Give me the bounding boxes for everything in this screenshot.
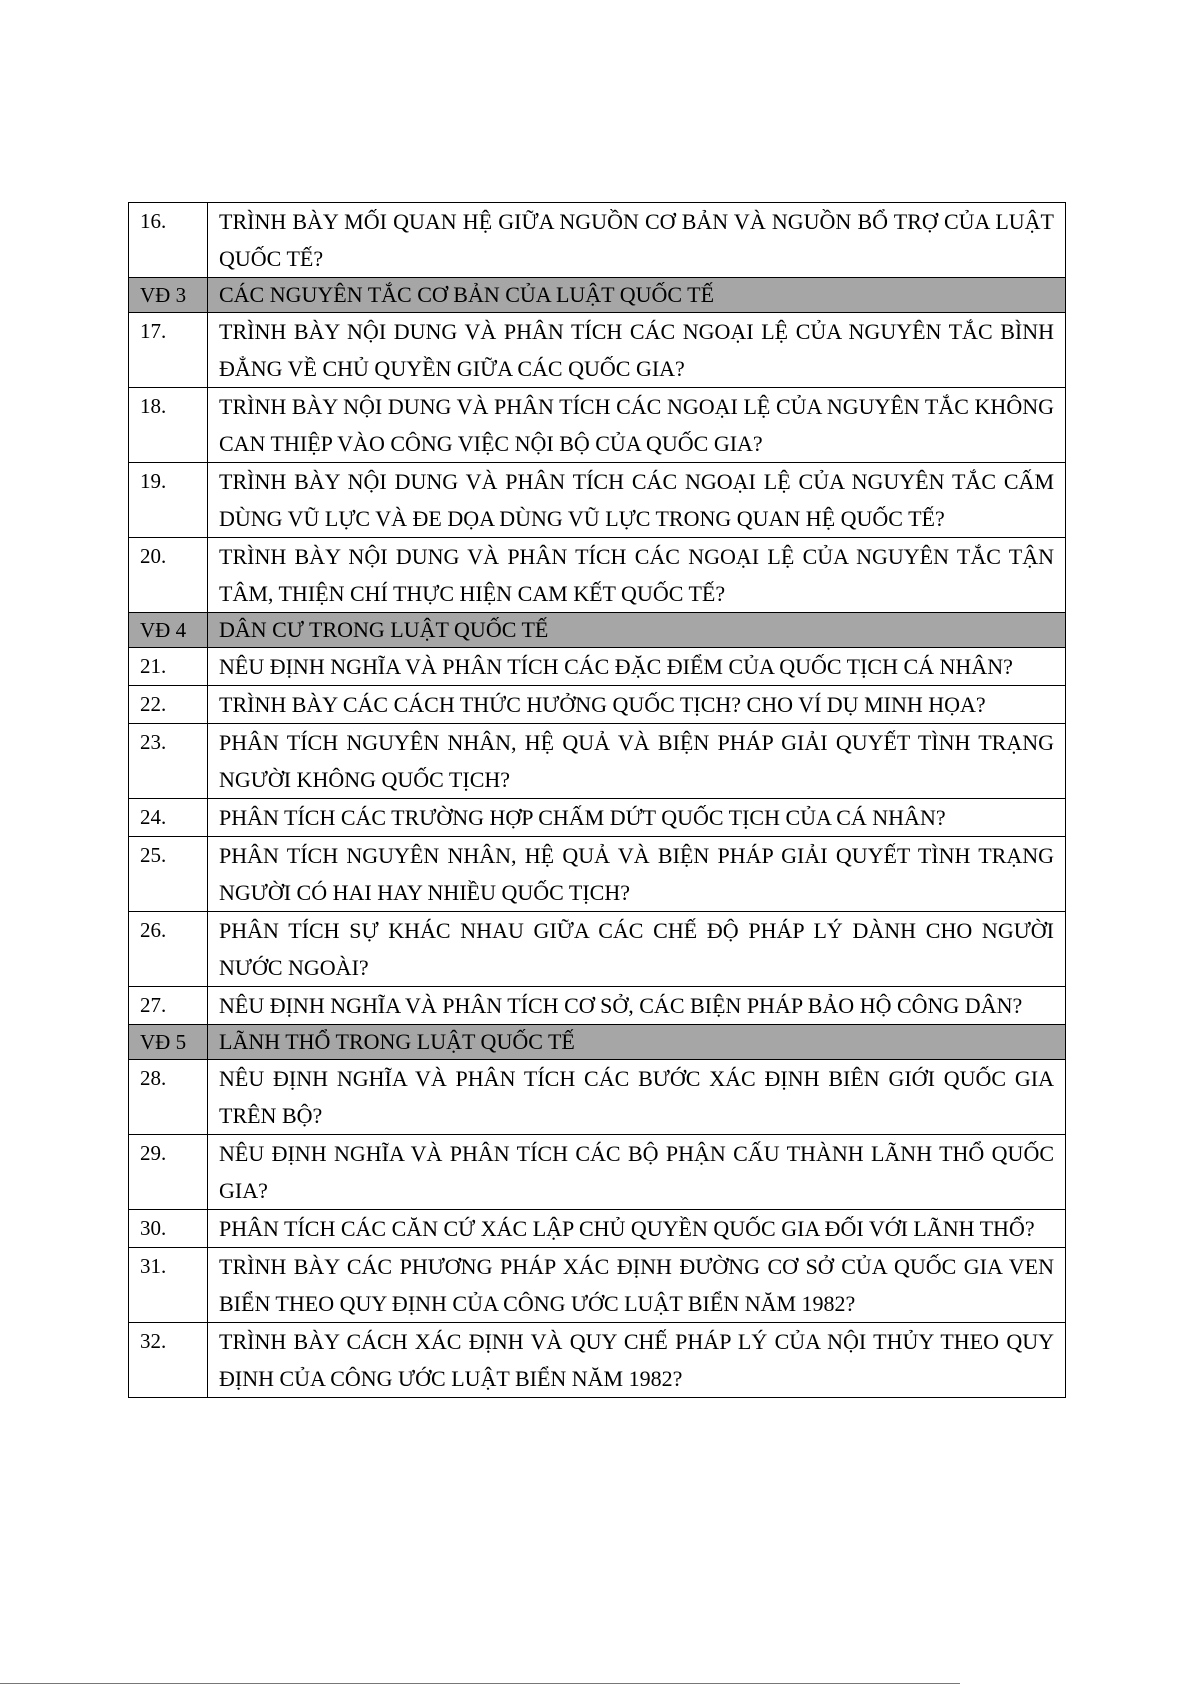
row-question: PHÂN TÍCH NGUYÊN NHÂN, HỆ QUẢ VÀ BIỆN PHÁP GIẢI QUYẾT TÌNH TRẠNG NGƯỜI CÓ HAI HAY NHIỀU QUỐC TỊCH?: [208, 837, 1066, 912]
row-number: 16.: [129, 203, 208, 278]
section-number: VĐ 5: [129, 1025, 208, 1060]
table-row: [129, 1323, 1066, 1398]
row-number: 24.: [129, 799, 208, 837]
row-number: 27.: [129, 987, 208, 1025]
section-title: DÂN CƯ TRONG LUẬT QUỐC TẾ: [208, 613, 1066, 648]
section-title: CÁC NGUYÊN TẮC CƠ BẢN CỦA LUẬT QUỐC TẾ: [208, 278, 1066, 313]
row-question: PHÂN TÍCH CÁC CĂN CỨ XÁC LẬP CHỦ QUYỀN QUỐC GIA ĐỐI VỚI LÃNH THỔ?: [208, 1210, 1066, 1248]
row-number: 25.: [129, 837, 208, 912]
row-number: 17.: [129, 313, 208, 388]
table-row: [129, 1060, 1066, 1135]
table-row: [129, 1135, 1066, 1210]
table-row: [129, 648, 1066, 686]
row-question: PHÂN TÍCH SỰ KHÁC NHAU GIỮA CÁC CHẾ ĐỘ PHÁP LÝ DÀNH CHO NGƯỜI NƯỚC NGOÀI?: [208, 912, 1066, 987]
table-row: [129, 203, 1066, 278]
row-number: 30.: [129, 1210, 208, 1248]
section-header-row: [129, 613, 1066, 648]
table-row: [129, 686, 1066, 724]
row-question: TRÌNH BÀY NỘI DUNG VÀ PHÂN TÍCH CÁC NGOẠI LỆ CỦA NGUYÊN TẮC CẤM DÙNG VŨ LỰC VÀ ĐE DỌA DÙNG VŨ LỰC TRONG QUAN HỆ QUỐC TẾ?: [208, 463, 1066, 538]
row-question: NÊU ĐỊNH NGHĨA VÀ PHÂN TÍCH CƠ SỞ, CÁC BIỆN PHÁP BẢO HỘ CÔNG DÂN?: [208, 987, 1066, 1025]
row-question: TRÌNH BÀY NỘI DUNG VÀ PHÂN TÍCH CÁC NGOẠI LỆ CỦA NGUYÊN TẮC KHÔNG CAN THIỆP VÀO CÔNG VIỆC NỘI BỘ CỦA QUỐC GIA?: [208, 388, 1066, 463]
table-row: [129, 912, 1066, 987]
table-row: [129, 313, 1066, 388]
row-question: TRÌNH BÀY CÁC PHƯƠNG PHÁP XÁC ĐỊNH ĐƯỜNG CƠ SỞ CỦA QUỐC GIA VEN BIỂN THEO QUY ĐỊNH CỦA CÔNG ƯỚC LUẬT BIỂN NĂM 1982?: [208, 1248, 1066, 1323]
table-row: [129, 1210, 1066, 1248]
row-question: PHÂN TÍCH CÁC TRƯỜNG HỢP CHẤM DỨT QUỐC TỊCH CỦA CÁ NHÂN?: [208, 799, 1066, 837]
table-row: [129, 388, 1066, 463]
row-question: TRÌNH BÀY MỐI QUAN HỆ GIỮA NGUỒN CƠ BẢN VÀ NGUỒN BỔ TRỢ CỦA LUẬT QUỐC TẾ?: [208, 203, 1066, 278]
footer-divider: [0, 1683, 960, 1684]
row-number: 22.: [129, 686, 208, 724]
row-number: 18.: [129, 388, 208, 463]
section-number: VĐ 3: [129, 278, 208, 313]
row-question: TRÌNH BÀY CÁC CÁCH THỨC HƯỞNG QUỐC TỊCH? CHO VÍ DỤ MINH HỌA?: [208, 686, 1066, 724]
section-header-row: [129, 1025, 1066, 1060]
row-number: 21.: [129, 648, 208, 686]
table-row: [129, 463, 1066, 538]
question-table: [128, 202, 1066, 1398]
row-question: NÊU ĐỊNH NGHĨA VÀ PHÂN TÍCH CÁC BƯỚC XÁC ĐỊNH BIÊN GIỚI QUỐC GIA TRÊN BỘ?: [208, 1060, 1066, 1135]
row-number: 23.: [129, 724, 208, 799]
row-question: NÊU ĐỊNH NGHĨA VÀ PHÂN TÍCH CÁC BỘ PHẬN CẤU THÀNH LÃNH THỔ QUỐC GIA?: [208, 1135, 1066, 1210]
row-question: NÊU ĐỊNH NGHĨA VÀ PHÂN TÍCH CÁC ĐẶC ĐIỂM CỦA QUỐC TỊCH CÁ NHÂN?: [208, 648, 1066, 686]
table-row: [129, 799, 1066, 837]
row-number: 31.: [129, 1248, 208, 1323]
row-number: 29.: [129, 1135, 208, 1210]
row-number: 28.: [129, 1060, 208, 1135]
table-row: [129, 987, 1066, 1025]
row-number: 20.: [129, 538, 208, 613]
row-number: 26.: [129, 912, 208, 987]
row-question: TRÌNH BÀY NỘI DUNG VÀ PHÂN TÍCH CÁC NGOẠI LỆ CỦA NGUYÊN TẮC TẬN TÂM, THIỆN CHÍ THỰC HIỆN CAM KẾT QUỐC TẾ?: [208, 538, 1066, 613]
section-header-row: [129, 278, 1066, 313]
section-number: VĐ 4: [129, 613, 208, 648]
row-question: PHÂN TÍCH NGUYÊN NHÂN, HỆ QUẢ VÀ BIỆN PHÁP GIẢI QUYẾT TÌNH TRẠNG NGƯỜI KHÔNG QUỐC TỊCH?: [208, 724, 1066, 799]
section-title: LÃNH THỔ TRONG LUẬT QUỐC TẾ: [208, 1025, 1066, 1060]
table-row: [129, 837, 1066, 912]
table-row: [129, 538, 1066, 613]
table-row: [129, 1248, 1066, 1323]
row-question: TRÌNH BÀY CÁCH XÁC ĐỊNH VÀ QUY CHẾ PHÁP LÝ CỦA NỘI THỦY THEO QUY ĐỊNH CỦA CÔNG ƯỚC LUẬT BIỂN NĂM 1982?: [208, 1323, 1066, 1398]
row-number: 19.: [129, 463, 208, 538]
table-row: [129, 724, 1066, 799]
row-number: 32.: [129, 1323, 208, 1398]
row-question: TRÌNH BÀY NỘI DUNG VÀ PHÂN TÍCH CÁC NGOẠI LỆ CỦA NGUYÊN TẮC BÌNH ĐẲNG VỀ CHỦ QUYỀN GIỮA CÁC QUỐC GIA?: [208, 313, 1066, 388]
